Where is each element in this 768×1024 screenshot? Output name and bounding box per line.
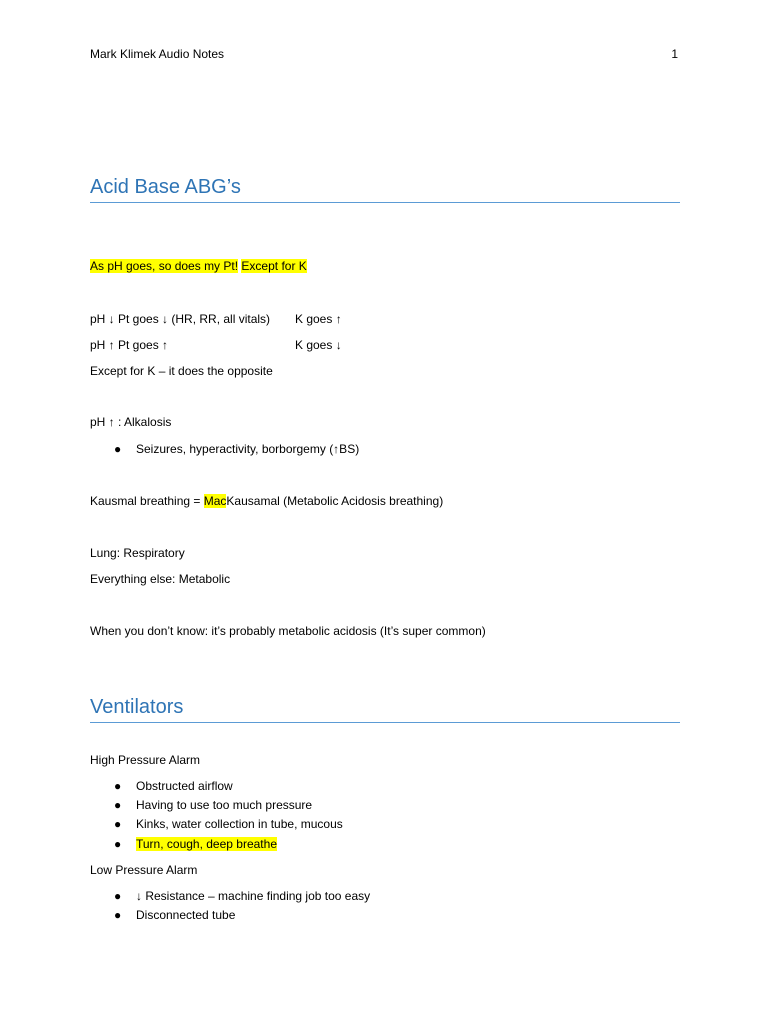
ph-rule-line: [90, 259, 307, 273]
heading-acid-base: Acid Base ABG’s: [90, 175, 680, 203]
list-item-text: Turn, cough, deep breathe: [136, 837, 277, 851]
k-up-text: K goes ↑: [295, 312, 342, 326]
dont-know-line: When you don’t know: it’s probably metabolic acidosis (It’s super common): [90, 624, 486, 638]
list-item: ● Seizures, hyperactivity, borborgemy (↑BS): [114, 442, 360, 456]
kausmal-post-text: Kausamal (Metabolic Acidosis breathing): [226, 494, 444, 508]
kausmal-pre-text: Kausmal breathing =: [90, 494, 204, 508]
list-item-text: Obstructed airflow: [136, 779, 233, 793]
list-item-text: Having to use too much pressure: [136, 798, 313, 812]
list-item-text: Kinks, water collection in tube, mucous: [136, 817, 343, 831]
list-item: ● Disconnected tube: [114, 908, 236, 922]
page-number: 1: [671, 47, 678, 61]
list-item: ● Obstructed airflow: [114, 779, 233, 793]
low-pressure-title: Low Pressure Alarm: [90, 863, 198, 877]
page-header: [90, 47, 678, 61]
list-item: ● Kinks, water collection in tube, mucous: [114, 817, 343, 831]
header-title: Mark Klimek Audio Notes: [90, 47, 225, 61]
list-item: ● Turn, cough, deep breathe: [114, 837, 277, 851]
high-pressure-title: High Pressure Alarm: [90, 753, 201, 767]
list-item: ● Having to use too much pressure: [114, 798, 313, 812]
list-item-text: ↓ Resistance – machine finding job too easy: [136, 889, 371, 903]
k-down-text: K goes ↓: [295, 338, 342, 352]
kausmal-highlight: Mac: [203, 494, 227, 508]
except-k-line: Except for K – it does the opposite: [90, 364, 273, 378]
heading-ventilators: Ventilators: [90, 695, 680, 723]
list-item: ● ↓ Resistance – machine finding job too easy: [114, 889, 371, 903]
except-k-text: Except for K: [241, 259, 307, 273]
kausmal-line: [90, 494, 443, 508]
ph-rule-text: As pH goes, so does my Pt!: [90, 259, 239, 273]
list-item-text: Disconnected tube: [136, 908, 236, 922]
ph-up-line: pH ↑ Pt goes ↑: [90, 338, 169, 352]
ph-down-line: pH ↓ Pt goes ↓ (HR, RR, all vitals): [90, 312, 271, 326]
lung-line: Lung: Respiratory: [90, 546, 185, 560]
alkalosis-line: pH ↑ : Alkalosis: [90, 415, 172, 429]
everything-line: Everything else: Metabolic: [90, 572, 231, 586]
alkalosis-bullet-text: Seizures, hyperactivity, borborgemy (↑BS): [136, 442, 360, 456]
